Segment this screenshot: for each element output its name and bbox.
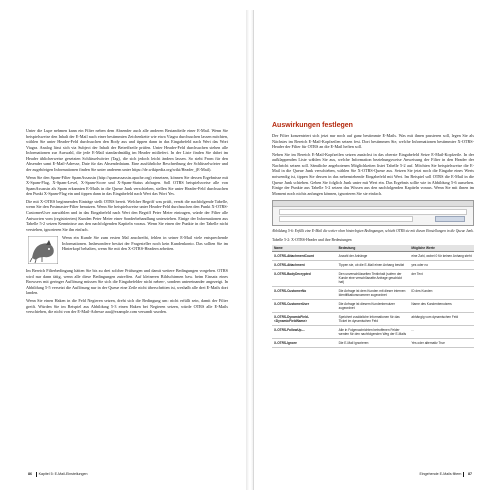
figure-screenshot: [272, 200, 474, 226]
table-cell: X-OTRS-Ignore: [272, 338, 337, 347]
table-cell: Die Anfrage ist dem Kunden mit dieser internen Identifikationsnummer zugeordnet: [337, 286, 410, 299]
table-header-cell: Mögliche Werte: [409, 245, 474, 252]
left-body: [26, 128, 228, 317]
left-footer: [26, 471, 228, 478]
page-number: 87: [468, 472, 472, 476]
table-cell: Speichert zusätzliche Informationen für das Ticket im dynamischen Feld: [337, 312, 410, 325]
footer-divider: [36, 472, 37, 477]
table-cell: Name des Kundenbenutzers: [409, 299, 474, 312]
right-paragraph: Neben Sie im Bereich E-Mail-Kopfzeilen setzen zunächst in das oberste Eingabefeld Setze E-Mail-Kopfzeile. In der aufklappenden Liste wählen Sie aus, welche Information beziehungsweise Anweisung der Filter in den Header der Nachricht setzen soll. Sämtliche angebotenen Möglichkeiten listet Tabelle 5-2 auf. Möchten Sie beispielsweise die E-Mail in die Queue Junk verschieben, wählen Sie X-OTRS-Queue aus. Setzen Sie jetzt noch die Eingabe eines Werts notwendig ist, tippen Sie dessen in das nebenstehende Eingabefeld mit Wert. Im Beispiel soll OTRS die E-Mail in die Queue Junk schieben. Geben Sie folglich Junk unter mit Wert ein. Das Ergebnis sollte wie in Abbildung 5-6 aussehen. Einige der Punkte aus Tabelle 5-2 setzen das Wissen aus den nachfolgenden Kapiteln voraus. Wenn Sie mit ihnen im Moment noch nichts anfangen können, ignorieren Sie sie einfach.: [272, 151, 474, 196]
table-row: [272, 286, 474, 299]
table-cell: Alle in Folgenachrichten betroffenen Felder werden für den nachfolgenden Weg der E-Mails: [337, 325, 410, 338]
table-cell: eine Zahl, wobei 0 für keinen Anhang steht: [409, 251, 474, 260]
right-footer: [272, 471, 474, 478]
table-row: [272, 260, 474, 269]
table-cell: yes oder no: [409, 260, 474, 269]
figure-toolbar: [273, 201, 473, 207]
left-paragraph: Wenn Sie den Spam-Filter SpamAssassin (http://spamassassin.apache.org) einsetzen, können Sie dessen Ergebnisse mit X-Spam-Flag, X-Spam-Level, X-Spam-Score und X-Spam-Status abfragen. Soll OTRS beispielsweise alle von SpamAssassin als Spam erkannten E-Mails in die Queue Junk verschieben, stellen Sie unter Header-Feld durchsuchen den Punkt X-Spam-Flag ein und tippen dann in das Eingabefeld nach Wert das Wort Yes.: [26, 174, 228, 197]
table-cell: Yes oder alternativ True: [409, 338, 474, 347]
table-header-row: [272, 245, 474, 252]
figure-caption: Abbildung 5-6: Erfüllt eine E-Mail die weiter oben hinterlegten Bedingungen, schiebt OTRS sie mit diesen Einstellungen in die Queue Junk.: [272, 229, 474, 234]
table-caption: Tabelle 5-2: X-OTRS-Header und ihre Bedeutungen: [272, 237, 352, 242]
right-page: [254, 10, 496, 490]
table-cell: Anzahl der Anhänge: [337, 251, 410, 260]
x-otrs-header-table: [272, 245, 474, 348]
table-row: [272, 325, 474, 338]
left-page: [4, 10, 246, 490]
left-paragraph: Unter die Lupe nehmen kann ein Filter neben dem Absender auch alle anderen Bestandteile einer E-Mail. Wenn Sie beispielsweise den Inhalt der E-Mail nach einer bestimmten Zeichenkette wie etwa Viagra durchsuchen lassen möchten, wählen Sie unter Header-Feld durchsuchen den Body aus und tippen dann in das Eingabefeld nach Wert das Wort Viagra. Analog lässt sich via Subject der Inhalt der Betreffzeile prüfen. Unter Header-Feld durchsuchen stehen alle Informationen zur Auswahl, die jede E-Mail standardmäßig im Header mitliefert. In der Liste finden Sie dabei im Header üblicherweise gesetzten Schlüsselwörter (Tag), die sich jedoch leicht ändern lassen. So steht From für den Absender samt E-Mail-Adresse, Date für das Absendedatum. Eine ausführliche Beschreibung der Schlüsselwörter und der zugehörigen Informationen finden Sie unter anderem unter https://de.wikipedia.org/wiki/Header_(E-Mail).: [26, 128, 228, 172]
table-cell: ID des Kunden: [409, 286, 474, 299]
table-row: [272, 251, 474, 260]
table-cell: Den unverschlüsselten Textinhalt (sofern der Kunde eine verschlüsselte Anfrage geschickt hat): [337, 269, 410, 286]
table-cell: X-OTRS-Attachment: [272, 260, 337, 269]
left-paragraph: Die mit X-OTRS beginnenden Einträge stellt OTRS bereit. Welcher Begriff was prüft, verrät die nachfolgende Tabelle, wenn Sie den Postmaster-Filter benutzen. Wenn Sie beispielsweise unter Header-Feld durchsuchen den Punkt X-OTRS-CustomerUser auswählen und in das Eingabefeld nach Wert den Begriff Peter Meier eintragen, würde der Filter alle Antworten vom (registrierten) Kunden Peter Meier einer Sonderbehandlung unterziehen. Einige der Informationen aus Tabelle 5-2 setzen Kenntnisse aus den nachfolgenden Kapiteln voraus. Wenn Sie einen der Punkte in der Tabelle nicht verstehen, ignorieren Sie ihn einfach.: [26, 198, 228, 232]
table-row: [272, 269, 474, 286]
left-paragraph: Wenn Sie einen Haken in die Feld Negieren setzen, dreht sich die Bedingung um: nicht erfüllt sein, damit der Filter greift. Würden Sie im Beispiel aus Abbildung 5-3 einen Haken bei Negieren setzen, würde OTRS alle E-Mails verschieben, die nicht von der E-Mail-Adresse aaa@example.com versandt wurden.: [26, 298, 228, 315]
table-cell: X-OTRS-CustomerNo: [272, 286, 337, 299]
table-header-cell: Bedeutung: [337, 245, 410, 252]
running-chapter-title: Kapitel 5: E-Mail-Einstellungen: [38, 472, 88, 476]
figure-value-chip: [435, 216, 465, 222]
table-cell: X-OTRS-BodyDecrypted: [272, 269, 337, 286]
table-cell: X-OTRS-DynamicField-<DynamicFieldName>: [272, 312, 337, 325]
table-header-cell: Name: [272, 245, 337, 252]
animal-hint-icon: [28, 236, 58, 264]
table-cell: X-OTRS-CustomerUser: [272, 299, 337, 312]
hint-note: [26, 235, 228, 265]
table-cell: X-OTRS-FollowUp-...: [272, 325, 337, 338]
table-cell: ...: [409, 325, 474, 338]
table-cell: Die E-Mail ignorieren: [337, 338, 410, 347]
figure-field: [279, 216, 413, 222]
table-cell: Die Anfrage ist diesem Kundenbenutzer zugeordnet: [337, 299, 410, 312]
running-section-title: Eingehende E-Mails filtern: [419, 472, 462, 476]
hint-note-text: Wenn ein Kunde Sie zum ersten Mal anschreibt, fehlen in seiner E-Mail viele entsprechende Informationen. Insbesondere besitzt der Fragesteller noch kein Kundenkonto. Das sollten Sie im Hinterkopf behalten, wenn Sie mit den X-OTRS-Headern arbeiten.: [62, 235, 228, 252]
table-row: [272, 312, 474, 325]
page-number: 86: [28, 472, 32, 476]
figure-field: [279, 209, 467, 215]
book-gutter: [246, 10, 254, 490]
section-heading: Auswirkungen festlegen: [272, 122, 353, 129]
right-paragraph: Der Filter konzentriert sich jetzt nur noch auf ganz bestimmte E-Mails. Was mit ihnen passieren soll, legen Sie als Nächstes im Bereich E-Mail-Kopfzeilen setzen fest. Dort bestimmen Sie, welche Informationen bestimmter X-OTRS-Header der Filter für OTRS an die E-Mail heften soll.: [272, 133, 474, 150]
table-cell: der Text: [409, 269, 474, 286]
table-row: [272, 299, 474, 312]
left-paragraph: Im Bereich Filterbedingung hätten Sie bis zu drei solcher Prüfungen und damit weitere Bedingungen vorgeben. OTRS wird nur dann tätig, wenn alle diese Bedingungen zutreffen. Auf kleineren Bildschirmen bzw. beim Einsatz eines Browsers mit geringer Auflösung müssen Sie sich die Eingabefelder nicht neben-, sondern untereinander angezeigt. In Abbildung 5-5 versetzt die Auflösung nur in der Queue eine Zeile nicht überschritten ist, weshalb alle drei E-Mails dort landen.: [26, 268, 228, 296]
footer-divider: [463, 472, 464, 477]
table-cell: abhängig vom dynamischen Feld: [409, 312, 474, 325]
table-row: [272, 338, 474, 347]
right-body: [272, 122, 474, 348]
table-cell: Tippen sie, ob die E-Mail einen Anhang besitzt: [337, 260, 410, 269]
table-cell: X-OTRS-AttachmentCount: [272, 251, 337, 260]
